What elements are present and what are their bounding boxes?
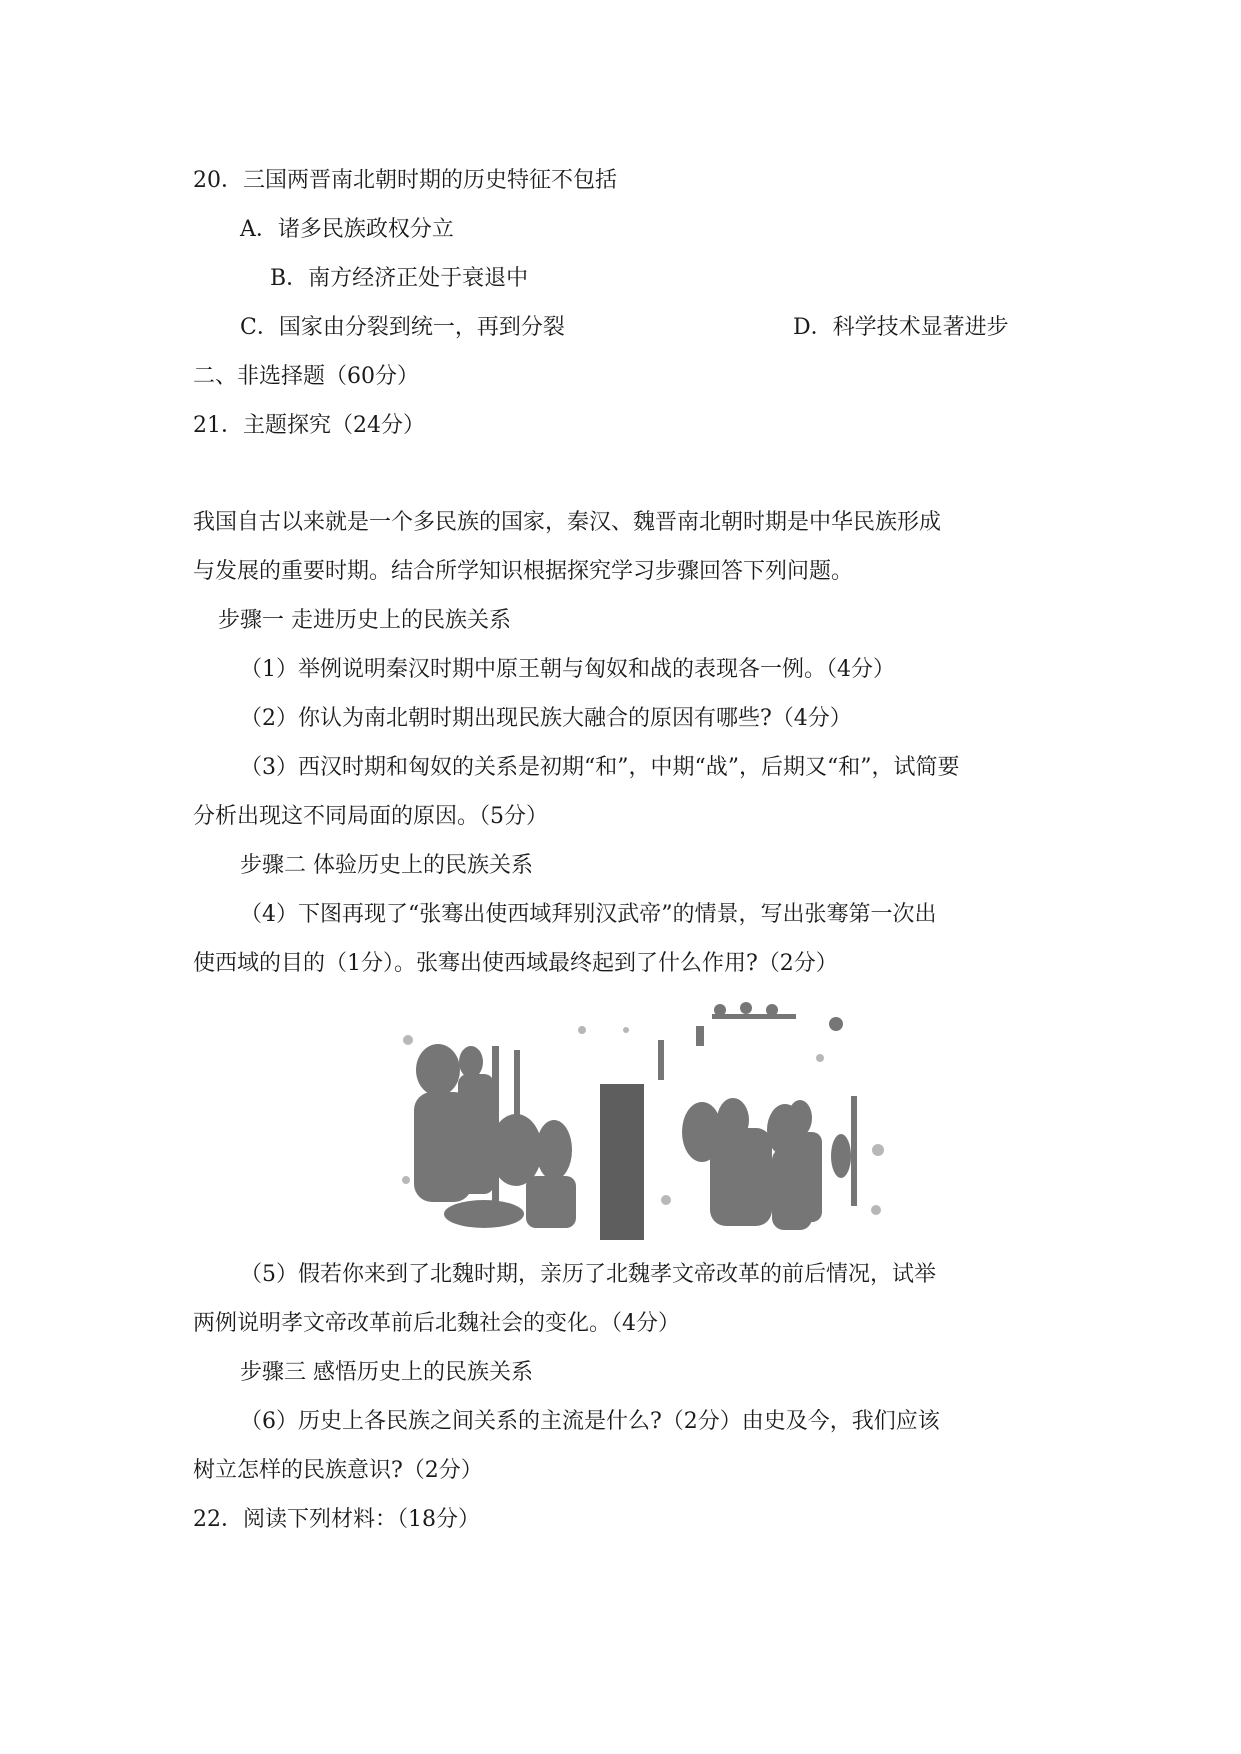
q21-step1-heading: 步骤一 走进历史上的民族关系 <box>218 608 511 633</box>
q21-title: 21．主题探究（24分） <box>193 413 425 438</box>
q21-sub2: （2）你认为南北朝时期出现民族大融合的原因有哪些?（4分） <box>240 706 852 731</box>
q20-option-b: B．南方经济正处于衰退中 <box>270 266 529 291</box>
q20-stem: 20．三国两晋南北朝时期的历史特征不包括 <box>193 168 617 193</box>
q21-sub3-line1: （3）西汉时期和匈奴的关系是初期“和”，中期“战”，后期又“和”，试简要 <box>240 755 960 780</box>
q20-option-d: D．科学技术显著进步 <box>793 315 1009 340</box>
q21-sub5-line1: （5）假若你来到了北魏时期，亲历了北魏孝文帝改革的前后情况，试举 <box>240 1262 936 1287</box>
q21-sub6-line2: 树立怎样的民族意识?（2分） <box>193 1458 483 1483</box>
q21-sub1: （1）举例说明秦汉时期中原王朝与匈奴和战的表现各一例。（4分） <box>240 657 895 682</box>
q21-step2-heading: 步骤二 体验历史上的民族关系 <box>240 853 533 878</box>
q21-step3-heading: 步骤三 感悟历史上的民族关系 <box>240 1360 533 1385</box>
q20-option-a: A．诸多民族政权分立 <box>240 217 454 242</box>
q21-sub4-line2: 使西域的目的（1分）。张骞出使西域最终起到了什么作用?（2分） <box>193 951 838 976</box>
q21-sub3-line2: 分析出现这不同局面的原因。（5分） <box>193 804 548 829</box>
section2-heading: 二、非选择题（60分） <box>193 364 419 389</box>
q22-title: 22．阅读下列材料：（18分） <box>193 1507 480 1532</box>
zhang-qian-mural-image <box>396 1000 894 1246</box>
q21-intro-line1: 我国自古以来就是一个多民族的国家，秦汉、魏晋南北朝时期是中华民族形成 <box>193 510 942 535</box>
q20-option-c: C．国家由分裂到统一，再到分裂 <box>240 315 565 340</box>
q21-sub4-line1: （4）下图再现了“张骞出使西域拜别汉武帝”的情景，写出张骞第一次出 <box>240 902 937 927</box>
q21-sub5-line2: 两例说明孝文帝改革前后北魏社会的变化。（4分） <box>193 1311 680 1336</box>
q21-intro-line2: 与发展的重要时期。结合所学知识根据探究学习步骤回答下列问题。 <box>193 559 854 584</box>
q21-sub6-line1: （6）历史上各民族之间关系的主流是什么?（2分）由史及今，我们应该 <box>240 1409 940 1434</box>
